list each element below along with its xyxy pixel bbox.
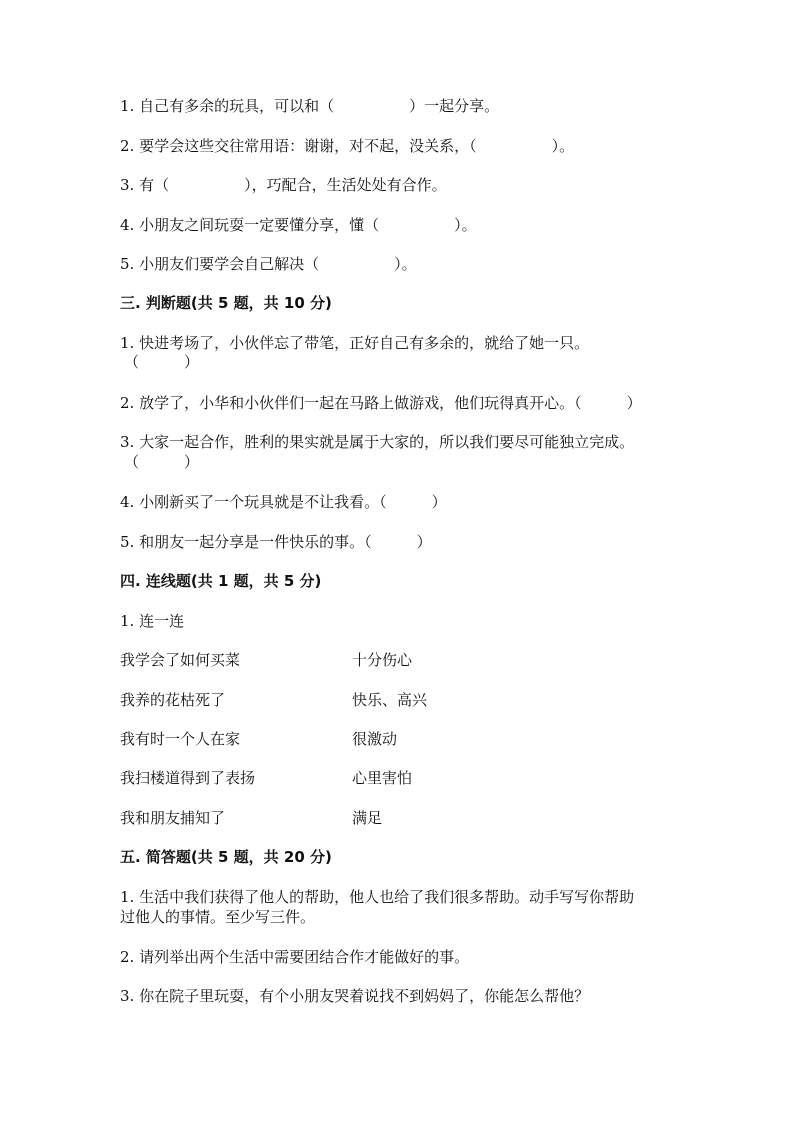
section-heading-judge: 三. 判断题(共 5 题，共 10 分) <box>120 294 332 312</box>
judge-answer-paren-3: （ ） <box>124 453 200 471</box>
judge-question-5: 5. 和朋友一起分享是一件快乐的事。（ ） <box>120 533 432 551</box>
short-answer-question-2: 2. 请列举出两个生活中需要团结合作才能做好的事。 <box>120 948 470 966</box>
match-left-item: 我养的花枯死了 <box>120 691 226 709</box>
short-answer-question-1-line-1: 1. 生活中我们获得了他人的帮助，他人也给了我们很多帮助。动手写写你帮助 <box>120 888 635 906</box>
fill-blank-item-2: 2. 要学会这些交往常用语：谢谢，对不起，没关系，（ ）。 <box>120 137 575 155</box>
fill-blank-item-4: 4. 小朋友之间玩耍一定要懂分享，懂（ ）。 <box>120 216 477 234</box>
match-left-item: 我学会了如何买菜 <box>120 651 241 669</box>
judge-answer-paren-1: （ ） <box>124 353 200 371</box>
match-right-item: 快乐、高兴 <box>352 691 428 709</box>
match-left-item: 我扫楼道得到了表扬 <box>120 769 256 787</box>
fill-blank-item-3: 3. 有（ ），巧配合，生活处处有合作。 <box>120 176 447 194</box>
section-heading-match: 四. 连线题(共 1 题，共 5 分) <box>120 572 322 590</box>
fill-blank-item-5: 5. 小朋友们要学会自己解决（ ）。 <box>120 255 417 273</box>
short-answer-question-3: 3. 你在院子里玩耍，有个小朋友哭着说找不到妈妈了，你能怎么帮他？ <box>120 987 590 1005</box>
short-answer-question-1-line-2: 过他人的事情。至少写三件。 <box>120 908 316 926</box>
match-right-item: 心里害怕 <box>352 769 413 787</box>
match-prompt: 1. 连一连 <box>120 612 185 630</box>
section-heading-short-answer: 五. 简答题(共 5 题，共 20 分) <box>120 848 332 866</box>
judge-question-2: 2. 放学了，小华和小伙伴们一起在马路上做游戏，他们玩得真开心。（ ） <box>120 394 642 412</box>
match-right-item: 很激动 <box>352 730 398 748</box>
match-left-item: 我和朋友捕知了 <box>120 809 226 827</box>
match-left-item: 我有时一个人在家 <box>120 730 241 748</box>
judge-question-4: 4. 小刚新买了一个玩具就是不让我看。（ ） <box>120 493 447 511</box>
match-right-item: 满足 <box>352 809 383 827</box>
judge-question-3: 3. 大家一起合作，胜利的果实就是属于大家的，所以我们要尽可能独立完成。 <box>120 433 635 451</box>
fill-blank-item-1: 1. 自己有多余的玩具，可以和（ ）一起分享。 <box>120 97 500 115</box>
judge-question-1: 1. 快进考场了，小伙伴忘了带笔，正好自己有多余的，就给了她一只。 <box>120 334 590 352</box>
match-right-item: 十分伤心 <box>352 651 413 669</box>
